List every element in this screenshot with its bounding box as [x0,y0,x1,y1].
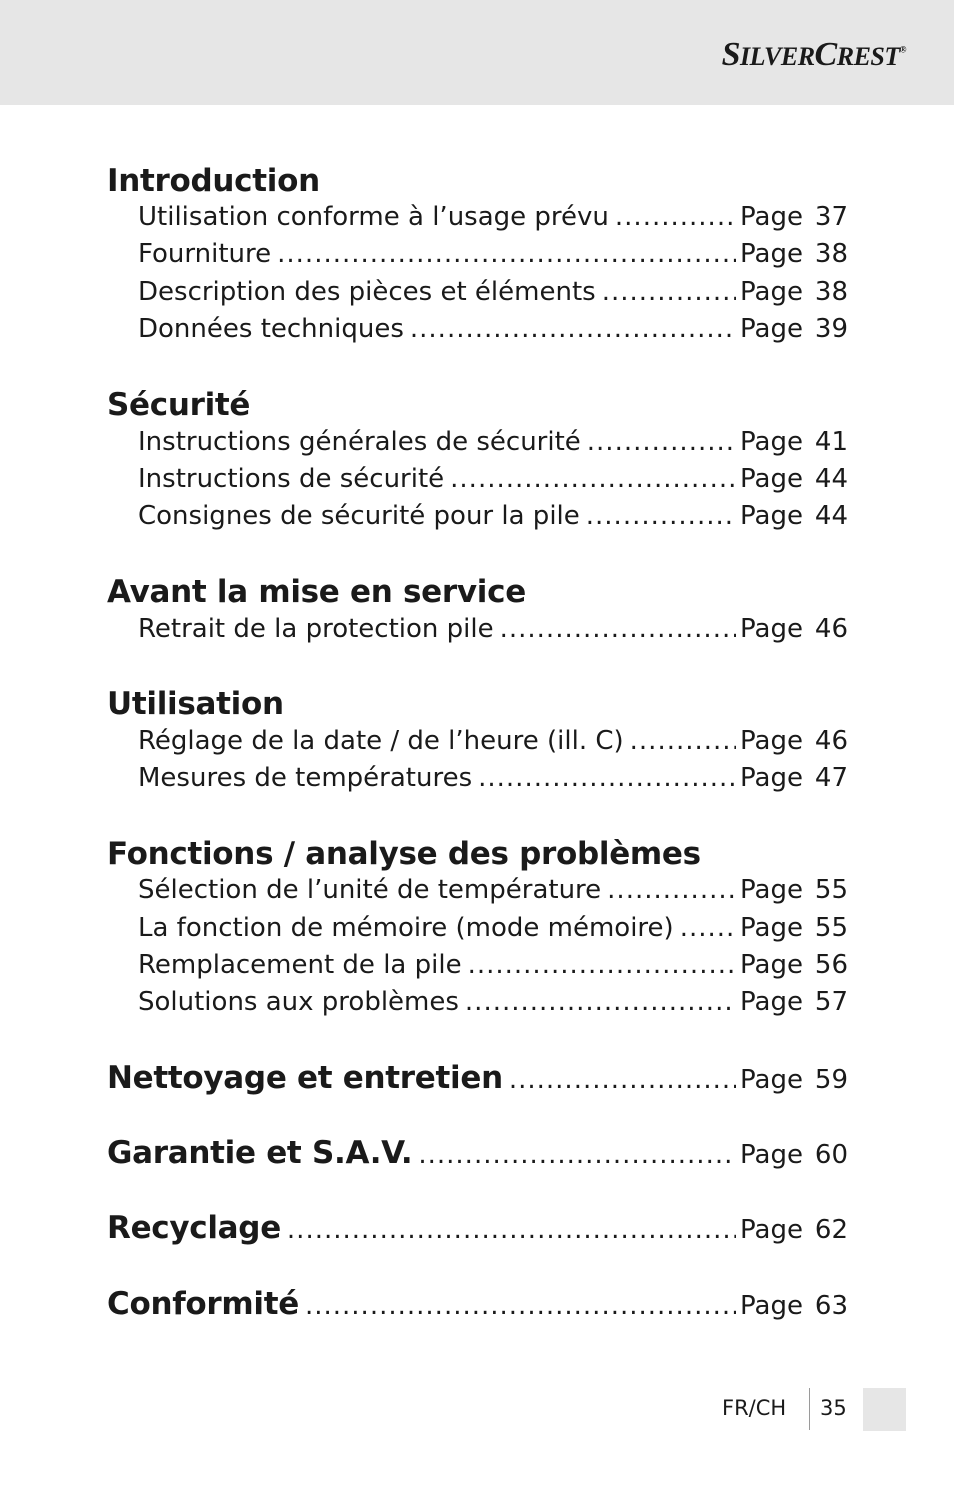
dot-leader [630,726,736,756]
dot-leader [607,875,736,905]
toc-entry-label: Description des pièces et éléments [138,277,596,307]
page-word: Page [740,763,803,793]
dot-leader [587,427,736,457]
toc-entry-label: Conformité [107,1286,299,1322]
footer-divider [809,1388,810,1430]
page-number: 44 [814,501,848,531]
page-number: 41 [814,427,848,457]
page-word: Page [740,277,803,307]
page-number: 55 [814,913,848,943]
section-heading-securite: Sécurité [107,387,251,423]
page-number: 38 [814,239,848,269]
toc-entry-label: Garantie et S.A.V. [107,1135,413,1171]
page-number: 62 [814,1215,848,1245]
toc-entry[interactable] [138,913,848,953]
page-word: Page [740,950,803,980]
footer-tab-marker [863,1388,906,1431]
section-heading-fonctions-analyse: Fonctions / analyse des problèmes [107,836,701,872]
dot-leader [680,913,736,943]
toc-entry-label: Sélection de l’unité de température [138,875,602,905]
page-number: 39 [814,314,848,344]
dot-leader [287,1215,736,1245]
toc-major-entry-nettoyage[interactable] [107,1060,848,1100]
toc-entry-label: Remplacement de la pile [138,950,462,980]
page-number: 38 [814,277,848,307]
toc-entry-label: Fourniture [138,239,272,269]
toc-entry[interactable] [138,314,848,354]
dot-leader [277,239,736,269]
toc-entry[interactable] [138,239,848,279]
page-number: 63 [814,1291,848,1321]
toc-entry[interactable] [138,614,848,654]
page-number: 59 [814,1065,848,1095]
page-word: Page [740,202,803,232]
page-word: Page [740,239,803,269]
page-word: Page [740,314,803,344]
toc-entry-label: Instructions de sécurité [138,464,445,494]
page-number: 46 [814,726,848,756]
toc-entry-label: Consignes de sécurité pour la pile [138,501,580,531]
dot-leader [586,501,736,531]
dot-leader [615,202,736,232]
dot-leader [500,614,736,644]
page-word: Page [740,913,803,943]
header-bar [0,0,954,105]
dot-leader [465,987,736,1017]
toc-entry[interactable] [138,726,848,766]
page-word: Page [740,1215,803,1245]
toc-entry-label: Solutions aux problèmes [138,987,459,1017]
page-word: Page [740,1140,803,1170]
dot-leader [468,950,736,980]
page-number: 47 [814,763,848,793]
toc-entry-label: Réglage de la date / de l’heure (ill. C) [138,726,624,756]
page-number: 55 [814,875,848,905]
page-number: 44 [814,464,848,494]
toc-entry-label: La fonction de mémoire (mode mémoire) [138,913,674,943]
brand-logo: SILVERCREST® [721,36,906,73]
dot-leader [305,1291,736,1321]
toc-major-entry-conformite[interactable] [107,1286,848,1326]
toc-entry[interactable] [138,987,848,1027]
toc-entry[interactable] [138,950,848,990]
toc-major-entry-recyclage[interactable] [107,1210,848,1250]
section-heading-utilisation: Utilisation [107,686,284,722]
page-word: Page [740,464,803,494]
page-number: 57 [814,987,848,1017]
footer-page-number: 35 [820,1396,847,1420]
dot-leader [509,1065,736,1095]
toc-entry[interactable] [138,427,848,467]
dot-leader [478,763,736,793]
page-word: Page [740,614,803,644]
toc-entry[interactable] [138,277,848,317]
page-number: 46 [814,614,848,644]
toc-entry-label: Recyclage [107,1210,281,1246]
toc-entry[interactable] [138,501,848,541]
page-word: Page [740,427,803,457]
dot-leader [450,464,736,494]
footer-locale: FR/CH [722,1396,787,1420]
page-word: Page [740,875,803,905]
page-number: 60 [814,1140,848,1170]
section-heading-avant-mise-en-service: Avant la mise en service [107,574,526,610]
section-heading-introduction: Introduction [107,163,320,199]
page-word: Page [740,501,803,531]
toc-entry-label: Instructions générales de sécurité [138,427,581,457]
toc-entry-label: Nettoyage et entretien [107,1060,503,1096]
page-word: Page [740,1291,803,1321]
toc-entry-label: Données techniques [138,314,404,344]
toc-entry[interactable] [138,875,848,915]
page-number: 56 [814,950,848,980]
toc-entry-label: Utilisation conforme à l’usage prévu [138,202,609,232]
toc-entry-label: Mesures de températures [138,763,473,793]
page-word: Page [740,726,803,756]
toc-entry[interactable] [138,763,848,803]
dot-leader [410,314,736,344]
page-number: 37 [814,202,848,232]
page-word: Page [740,987,803,1017]
toc-entry-label: Retrait de la protection pile [138,614,494,644]
page-word: Page [740,1065,803,1095]
dot-leader [418,1140,736,1170]
toc-entry[interactable] [138,464,848,504]
toc-major-entry-garantie[interactable] [107,1135,848,1175]
dot-leader [602,277,736,307]
toc-entry[interactable] [138,202,848,242]
